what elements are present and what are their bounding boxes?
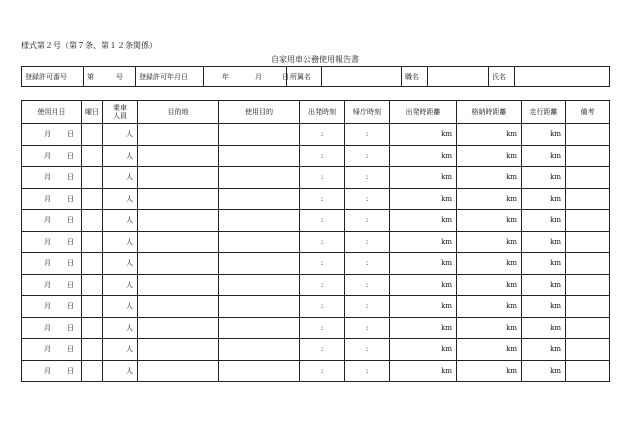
registration-date-label: 登録許可年月日	[136, 67, 204, 87]
stored-odometer-cell[interactable]: km	[457, 274, 522, 296]
name-label: 氏名	[489, 67, 515, 87]
depart-odometer-cell[interactable]: km	[390, 253, 457, 275]
distance-cell[interactable]: km	[522, 339, 566, 361]
depart-time-cell[interactable]: :	[300, 360, 345, 382]
distance-cell[interactable]: km	[522, 167, 566, 189]
header-purpose: 使用目的	[219, 101, 300, 124]
stored-odometer-cell[interactable]: km	[457, 210, 522, 232]
distance-cell[interactable]: km	[522, 188, 566, 210]
stored-odometer-cell[interactable]: km	[457, 145, 522, 167]
distance-cell[interactable]: km	[522, 231, 566, 253]
distance-cell[interactable]: km	[522, 274, 566, 296]
weekday-cell[interactable]	[82, 167, 103, 189]
date-cell[interactable]: 月 日	[22, 145, 82, 167]
table-row	[22, 124, 610, 146]
purpose-cell[interactable]	[219, 317, 300, 339]
weekday-cell[interactable]	[82, 339, 103, 361]
depart-odometer-cell[interactable]: km	[390, 167, 457, 189]
return-time-cell[interactable]: :	[345, 339, 390, 361]
passengers-cell[interactable]: 人	[103, 360, 138, 382]
distance-cell[interactable]: km	[522, 360, 566, 382]
passengers-cell[interactable]: 人	[103, 210, 138, 232]
position-label: 職名	[402, 67, 428, 87]
passengers-cell[interactable]: 人	[103, 339, 138, 361]
purpose-cell[interactable]	[219, 145, 300, 167]
destination-cell[interactable]	[138, 274, 219, 296]
table-row	[22, 339, 610, 361]
table-row	[22, 167, 610, 189]
depart-time-cell[interactable]: :	[300, 339, 345, 361]
table-row	[22, 231, 610, 253]
header-remarks: 備考	[566, 101, 610, 124]
purpose-cell[interactable]	[219, 339, 300, 361]
purpose-cell[interactable]	[219, 210, 300, 232]
distance-cell[interactable]: km	[522, 124, 566, 146]
stored-odometer-cell[interactable]: km	[457, 188, 522, 210]
date-cell[interactable]: 月 日	[22, 188, 82, 210]
passengers-cell[interactable]: 人	[103, 231, 138, 253]
header-depart-odometer: 出発時距離	[390, 101, 457, 124]
passengers-cell[interactable]: 人	[103, 317, 138, 339]
destination-cell[interactable]	[138, 317, 219, 339]
stored-odometer-cell[interactable]: km	[457, 360, 522, 382]
weekday-cell[interactable]	[82, 317, 103, 339]
depart-odometer-cell[interactable]: km	[390, 274, 457, 296]
date-cell[interactable]: 月 日	[22, 124, 82, 146]
position-field[interactable]	[428, 67, 489, 87]
registration-number-field[interactable]: 第 号	[84, 67, 136, 87]
weekday-cell[interactable]	[82, 274, 103, 296]
date-cell[interactable]: 月 日	[22, 317, 82, 339]
depart-time-cell[interactable]: :	[300, 253, 345, 275]
weekday-cell[interactable]	[82, 296, 103, 318]
depart-time-cell[interactable]: :	[300, 188, 345, 210]
passengers-cell[interactable]: 人	[103, 188, 138, 210]
depart-odometer-cell[interactable]: km	[390, 145, 457, 167]
remarks-cell[interactable]	[566, 210, 610, 232]
usage-log-table	[21, 100, 610, 382]
table-row	[22, 296, 610, 318]
return-time-cell[interactable]: :	[345, 145, 390, 167]
distance-cell[interactable]: km	[522, 253, 566, 275]
depart-time-cell[interactable]: :	[300, 317, 345, 339]
passengers-cell[interactable]: 人	[103, 167, 138, 189]
passengers-cell[interactable]: 人	[103, 274, 138, 296]
depart-time-cell[interactable]: :	[300, 231, 345, 253]
table-row	[22, 188, 610, 210]
destination-cell[interactable]	[138, 188, 219, 210]
purpose-cell[interactable]	[219, 253, 300, 275]
header-stored-odometer: 格納時距離	[457, 101, 522, 124]
table-row	[22, 210, 610, 232]
remarks-cell[interactable]	[566, 231, 610, 253]
header-return-time: 帰庁時刻	[345, 101, 390, 124]
table-row	[22, 317, 610, 339]
remarks-cell[interactable]	[566, 360, 610, 382]
weekday-cell[interactable]	[82, 210, 103, 232]
depart-odometer-cell[interactable]: km	[390, 360, 457, 382]
return-time-cell[interactable]: :	[345, 274, 390, 296]
remarks-cell[interactable]	[566, 317, 610, 339]
weekday-cell[interactable]	[82, 360, 103, 382]
return-time-cell[interactable]: :	[345, 231, 390, 253]
weekday-cell[interactable]	[82, 253, 103, 275]
return-time-cell[interactable]: :	[345, 317, 390, 339]
depart-time-cell[interactable]: :	[300, 296, 345, 318]
date-cell[interactable]: 月 日	[22, 274, 82, 296]
header-depart-time: 出発時刻	[300, 101, 345, 124]
destination-cell[interactable]	[138, 360, 219, 382]
remarks-cell[interactable]	[566, 167, 610, 189]
distance-cell[interactable]: km	[522, 296, 566, 318]
remarks-cell[interactable]	[566, 274, 610, 296]
destination-cell[interactable]	[138, 210, 219, 232]
destination-cell[interactable]	[138, 253, 219, 275]
return-time-cell[interactable]: :	[345, 188, 390, 210]
depart-odometer-cell[interactable]: km	[390, 296, 457, 318]
stored-odometer-cell[interactable]: km	[457, 124, 522, 146]
return-time-cell[interactable]: :	[345, 253, 390, 275]
return-time-cell[interactable]: :	[345, 124, 390, 146]
depart-odometer-cell[interactable]: km	[390, 124, 457, 146]
destination-cell[interactable]	[138, 231, 219, 253]
registration-date-field[interactable]: 年 月 日	[204, 67, 287, 87]
stored-odometer-cell[interactable]: km	[457, 317, 522, 339]
remarks-cell[interactable]	[566, 339, 610, 361]
table-row	[22, 360, 610, 382]
stored-odometer-cell[interactable]: km	[457, 253, 522, 275]
date-cell[interactable]: 月 日	[22, 360, 82, 382]
purpose-cell[interactable]	[219, 124, 300, 146]
depart-time-cell[interactable]: :	[300, 210, 345, 232]
remarks-cell[interactable]	[566, 145, 610, 167]
return-time-cell[interactable]: :	[345, 210, 390, 232]
log-header-row	[22, 101, 610, 124]
destination-cell[interactable]	[138, 124, 219, 146]
depart-time-cell[interactable]: :	[300, 167, 345, 189]
depart-time-cell[interactable]: :	[300, 124, 345, 146]
destination-cell[interactable]	[138, 145, 219, 167]
date-cell[interactable]: 月 日	[22, 339, 82, 361]
distance-cell[interactable]: km	[522, 317, 566, 339]
department-label: 所属名	[287, 67, 322, 87]
weekday-cell[interactable]	[82, 231, 103, 253]
date-cell[interactable]: 月 日	[22, 167, 82, 189]
distance-cell[interactable]: km	[522, 145, 566, 167]
depart-odometer-cell[interactable]: km	[390, 210, 457, 232]
passengers-cell[interactable]: 人	[103, 253, 138, 275]
date-cell[interactable]: 月 日	[22, 253, 82, 275]
header-weekday: 曜日	[82, 101, 103, 124]
table-row	[22, 145, 610, 167]
passengers-cell[interactable]: 人	[103, 296, 138, 318]
remarks-cell[interactable]	[566, 296, 610, 318]
purpose-cell[interactable]	[219, 360, 300, 382]
return-time-cell[interactable]: :	[345, 167, 390, 189]
header-destination: 目的地	[138, 101, 219, 124]
date-cell[interactable]: 月 日	[22, 210, 82, 232]
header-passengers: 乗車 人員	[103, 101, 138, 124]
registration-table	[21, 66, 610, 87]
remarks-cell[interactable]	[566, 124, 610, 146]
form-reference: 様式第２号（第７条、第１２条関係）	[21, 41, 157, 50]
header-date: 使用月日	[22, 101, 82, 124]
stored-odometer-cell[interactable]: km	[457, 339, 522, 361]
stored-odometer-cell[interactable]: km	[457, 231, 522, 253]
purpose-cell[interactable]	[219, 296, 300, 318]
purpose-cell[interactable]	[219, 188, 300, 210]
return-time-cell[interactable]: :	[345, 360, 390, 382]
remarks-cell[interactable]	[566, 188, 610, 210]
return-time-cell[interactable]: :	[345, 296, 390, 318]
distance-cell[interactable]: km	[522, 210, 566, 232]
weekday-cell[interactable]	[82, 124, 103, 146]
purpose-cell[interactable]	[219, 231, 300, 253]
header-distance: 走行距離	[522, 101, 566, 124]
table-row	[22, 274, 610, 296]
stored-odometer-cell[interactable]: km	[457, 167, 522, 189]
weekday-cell[interactable]	[82, 145, 103, 167]
depart-odometer-cell[interactable]: km	[390, 188, 457, 210]
depart-odometer-cell[interactable]: km	[390, 339, 457, 361]
purpose-cell[interactable]	[219, 274, 300, 296]
department-field[interactable]	[322, 67, 402, 87]
depart-odometer-cell[interactable]: km	[390, 231, 457, 253]
table-row	[22, 253, 610, 275]
registration-number-label: 登録許可番号	[22, 67, 84, 87]
depart-time-cell[interactable]: :	[300, 274, 345, 296]
date-cell[interactable]: 月 日	[22, 231, 82, 253]
remarks-cell[interactable]	[566, 253, 610, 275]
destination-cell[interactable]	[138, 339, 219, 361]
stored-odometer-cell[interactable]: km	[457, 296, 522, 318]
name-field[interactable]	[515, 67, 610, 87]
date-cell[interactable]: 月 日	[22, 296, 82, 318]
passengers-cell[interactable]: 人	[103, 145, 138, 167]
document-title: 自家用車公務使用報告書	[271, 55, 359, 64]
depart-odometer-cell[interactable]: km	[390, 317, 457, 339]
destination-cell[interactable]	[138, 167, 219, 189]
passengers-cell[interactable]: 人	[103, 124, 138, 146]
depart-time-cell[interactable]: :	[300, 145, 345, 167]
weekday-cell[interactable]	[82, 188, 103, 210]
destination-cell[interactable]	[138, 296, 219, 318]
purpose-cell[interactable]	[219, 167, 300, 189]
